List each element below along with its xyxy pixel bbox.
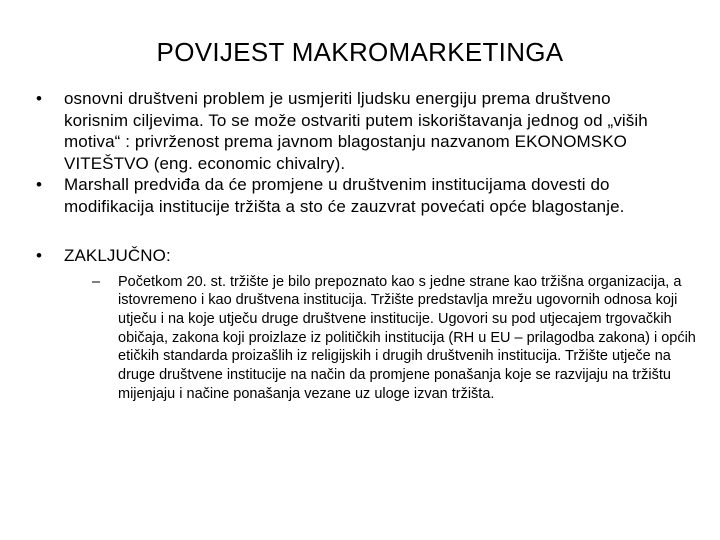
bullet-marker: • [36, 246, 43, 265]
sub-bullet-item [92, 273, 708, 404]
bullet-text: osnovni društveni problem je usmjeriti ljudsku energiju prema društveno korisnim ciljevima. To se može ostvariti putem iskorištavanja jednog od „viših motiva“ : privrženost prema javnom blagostanju nazvanom EKONOMSKO VITEŠTVO (eng. economic chivalry). [64, 89, 648, 173]
sub-bullet-marker: – [92, 273, 101, 290]
bullet-text: ZAKLJUČNO: [64, 246, 171, 265]
bullet-item-2 [36, 174, 676, 217]
sub-bullet-text: Početkom 20. st. tržište je bilo prepoznato kao s jedne strane kao tržišna organizacija, a istovremeno i kao društvena institucija. Tržište predstavlja mrežu ugovornih odnosa koji utječu i na koje utječu druge društvene institucije. Ugovori su pod utjecajem trgovačkih običaja, zakona koji proizlaze iz političkih institucija (RH u EU – prilagodba zakona) i općih etičkih standarda proizašlih iz religijskih i drugih društvenih institucija. Tržište utječe na druge društvene institucije na način da promjene ponašanja koje se razvijaju na tržištu mijenjaju i načine ponašanja vezane uz uloge izvan tržišta. [118, 273, 696, 402]
slide-title: POVIJEST MAKROMARKETINGA [156, 37, 564, 67]
bullet-marker: • [36, 89, 43, 108]
bullet-item-1 [36, 88, 676, 174]
spacer [36, 217, 676, 245]
bullet-list [36, 88, 696, 403]
bullet-text: Marshall predviđa da će promjene u društvenim institucijama dovesti do modifikacija institucije tržišta a sto će zauzvrat povećati opće blagostanje. [64, 175, 625, 216]
bullet-item-3 [36, 245, 676, 267]
bullet-marker: • [36, 175, 43, 194]
